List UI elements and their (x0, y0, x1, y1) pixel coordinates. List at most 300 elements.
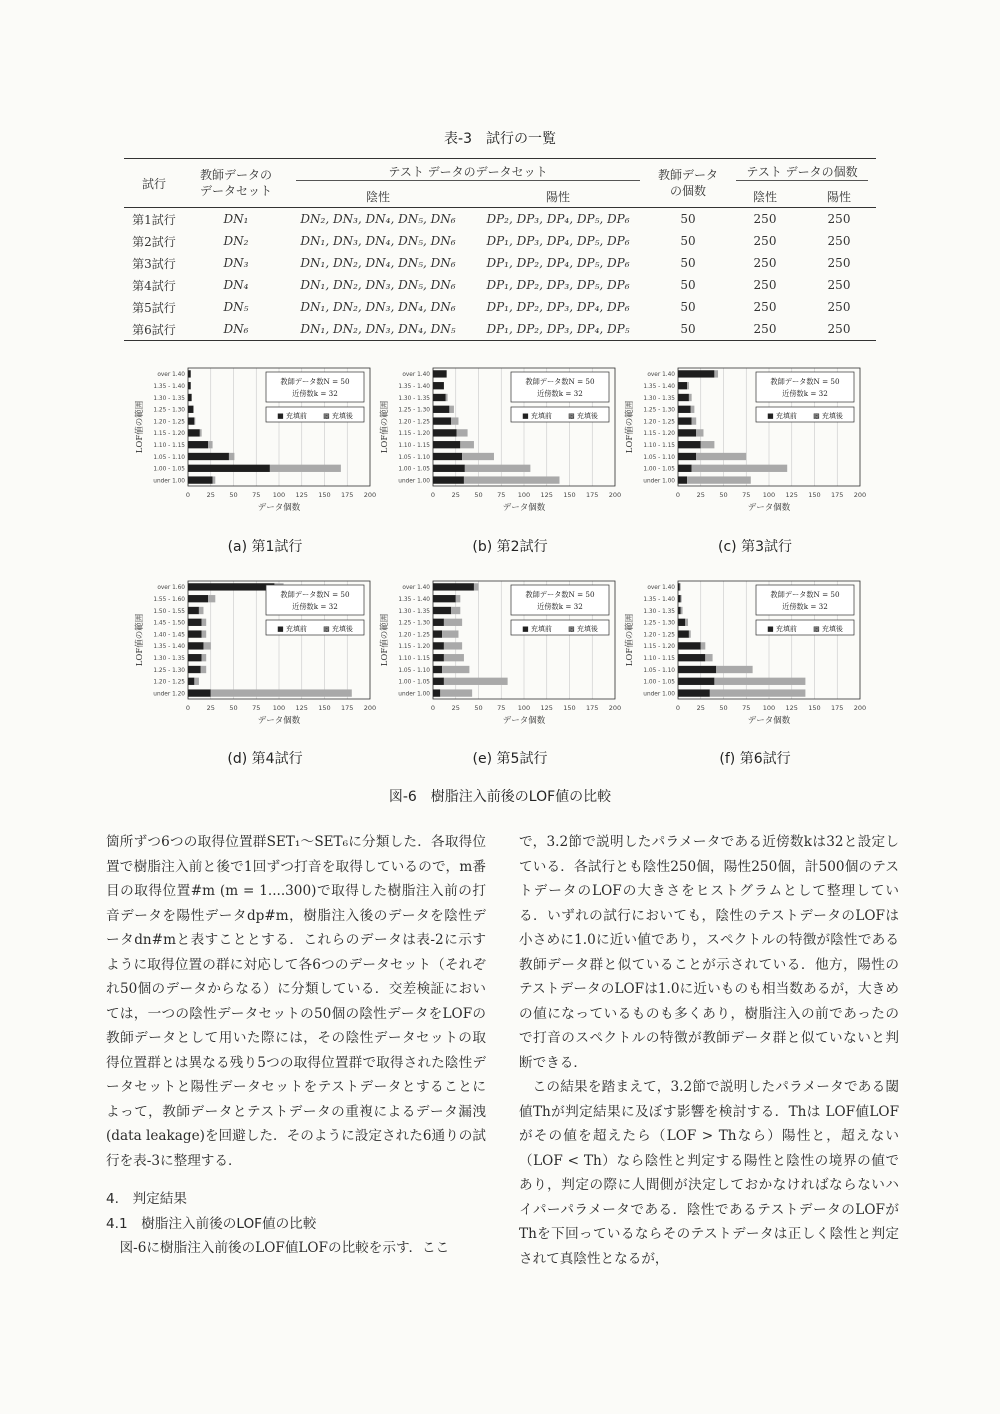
bar-after (229, 453, 234, 460)
th-pos-count: 陽性 (826, 189, 851, 204)
x-tick-label: 125 (295, 491, 308, 499)
legend-before: ■ 充填前 (522, 625, 552, 633)
x-tick-label: 0 (675, 704, 681, 712)
x-tick-label: 50 (229, 491, 238, 499)
subcaption-a: (a) 第1試行 (227, 539, 303, 555)
y-tick-label: 1.05 - 1.10 (643, 454, 675, 461)
th-trial: 試行 (124, 159, 184, 208)
bar-before (678, 607, 681, 614)
y-tick-label: 1.05 - 1.10 (643, 667, 675, 674)
y-tick-label: over 1.40 (402, 372, 430, 379)
bar-after (444, 619, 462, 626)
bar-after (213, 476, 216, 483)
x-tick-label: 25 (451, 491, 460, 499)
bar-after (681, 607, 683, 614)
cell-pos-count: 250 (827, 300, 851, 314)
bar-after (456, 595, 461, 602)
y-tick-label: 1.00 - 1.05 (153, 466, 185, 473)
cell-neg-count: 250 (753, 212, 777, 226)
x-tick-label: 0 (185, 704, 191, 712)
right-paragraph-2: この結果を踏まえて，3.2節で説明したパラメータである閾値Thが判定結果に及ぼす影響を検討する．Thは LOF値LOFがその値を超えたら（LOF > Thなら）陽性と，超えない（LOF < Th）なら陰性と判定する陽性と陰性の境界の値であり，判定の際に人間側が決定しておかなければならないハイパーパラメータである．陰性であるテストデータのLOFがThを下回っているならそのテストデータは正しく陰性と判定されて真陰性となるが， (519, 1079, 899, 1267)
bar-before (433, 678, 444, 685)
y-tick-label: 1.30 - 1.35 (153, 656, 185, 662)
legend-neighbors: 近傍数k = 32 (537, 602, 583, 611)
cell-pos-count: 250 (827, 256, 851, 270)
bar-before (433, 583, 474, 590)
bar-before (678, 441, 701, 448)
x-tick-label: 25 (451, 704, 460, 712)
cell-pos-set: DP₁, DP₃, DP₄, DP₅, DP₆ (486, 234, 630, 248)
bar-before (188, 441, 208, 448)
bar-after (457, 429, 468, 436)
bar-before (678, 689, 710, 696)
cell-trial: 第1試行 (132, 212, 176, 227)
bar-after (208, 441, 213, 448)
bar-after (194, 417, 195, 424)
legend-after: ▩ 充填後 (568, 412, 598, 420)
y-axis-label: LOF値の範囲 (625, 613, 635, 667)
y-tick-label: 1.10 - 1.15 (398, 656, 430, 662)
cell-teacher-count: 50 (680, 256, 696, 270)
x-tick-label: 175 (831, 491, 844, 499)
bar-before (433, 630, 442, 637)
y-tick-label: 1.30 - 1.35 (398, 608, 430, 615)
y-tick-label: 1.20 - 1.25 (398, 419, 430, 426)
legend-before: ■ 充填前 (522, 412, 552, 420)
y-axis-label: LOF値の範囲 (380, 613, 390, 667)
bar-before (433, 642, 444, 649)
y-tick-label: 1.25 - 1.30 (398, 407, 430, 414)
bar-before (433, 689, 440, 696)
x-tick-label: 75 (742, 704, 751, 712)
cell-teacher-count: 50 (680, 300, 696, 314)
y-tick-label: 1.35 - 1.40 (398, 597, 430, 603)
y-tick-label: 1.05 - 1.10 (153, 454, 185, 461)
x-tick-label: 125 (540, 704, 553, 712)
cell-pos-count: 250 (827, 278, 851, 292)
bar-before (188, 370, 191, 377)
cell-pos-count: 250 (827, 234, 851, 248)
cell-neg-set: DN₁, DN₃, DN₄, DN₅, DN₆ (300, 234, 456, 248)
x-tick-label: 50 (719, 491, 728, 499)
cell-neg-count: 250 (753, 322, 777, 336)
bar-before (433, 429, 457, 436)
x-tick-label: 125 (785, 704, 798, 712)
bar-before (188, 382, 191, 389)
legend-neighbors: 近傍数k = 32 (537, 389, 583, 398)
legend-before: ■ 充填前 (277, 625, 307, 633)
cell-trial: 第3試行 (132, 256, 176, 271)
bar-before (188, 607, 199, 614)
bar-after (701, 441, 715, 448)
bar-before (678, 429, 696, 436)
y-tick-label: 1.25 - 1.30 (398, 620, 430, 627)
legend-neighbors: 近傍数k = 32 (782, 389, 828, 398)
y-axis-label: LOF値の範囲 (135, 613, 145, 667)
x-tick-label: 175 (586, 491, 599, 499)
y-tick-label: over 1.40 (402, 585, 430, 592)
bar-after (701, 642, 706, 649)
th-test-set-label: テスト データのデータセット (296, 163, 640, 181)
bar-after (451, 607, 460, 614)
bar-after (444, 654, 464, 661)
bar-after (687, 382, 689, 389)
legend-teacher-count: 教師データ数N = 50 (280, 377, 350, 386)
x-tick-label: 75 (742, 491, 751, 499)
legend-teacher-count: 教師データ数N = 50 (280, 590, 350, 599)
cell-trial: 第2試行 (132, 234, 176, 249)
bar-after (685, 619, 688, 626)
bar-before (678, 619, 685, 626)
x-axis-label: データ個数 (502, 503, 546, 513)
bar-before (433, 453, 462, 460)
bar-after (696, 429, 703, 436)
cell-teacher: DN₄ (223, 278, 249, 292)
bar-after (464, 476, 560, 483)
bar-after (442, 630, 458, 637)
bar-before (678, 654, 705, 661)
x-tick-label: 100 (272, 704, 286, 712)
bar-after (705, 654, 712, 661)
bar-before (188, 595, 208, 602)
legend-after: ▩ 充填後 (323, 412, 353, 420)
cell-teacher: DN₃ (223, 256, 249, 270)
left-paragraph: 箇所ずつ6つの取得位置群SET₁〜SET₆に分類した．各取得位置で樹脂注入前と後で1回ずつ打音を取得しているので，m番目の取得位置#m (m = 1....300)で取得した樹脂注入前の打音データを陽性データdp#m，樹脂注入後のデータを陰性データdn#mと表すこととする．これらのデータは表-2に示すように取得位置の群に対応して各6つのデータセット（それぞれ50個のデータからなる）に分類している．交差検証においては，一つの陰性データセットの50個の陰性データをLOFの教師データとして用いた際には，その陰性データセットの取得位置群とは異なる残り5つの取得位置群で取得された陰性データセットと陽性データセットをテストデータとすることによって，教師データとテストデータの重複によるデータ漏洩(data leakage)を回避した．そのように設定された6通りの試行を表-3に整理する． (106, 834, 486, 1169)
x-tick-label: 175 (831, 704, 844, 712)
chart-trial-6 (620, 575, 870, 740)
bar-before (678, 370, 714, 377)
cell-neg-set: DN₁, DN₂, DN₃, DN₄, DN₅ (300, 322, 456, 336)
chart-trial-2 (375, 362, 625, 527)
bar-after (710, 689, 806, 696)
bar-before (433, 417, 451, 424)
th-teacher-set (184, 159, 288, 208)
bar-after (687, 476, 751, 483)
y-tick-label: 1.10 - 1.15 (643, 443, 675, 449)
bar-before (188, 642, 203, 649)
x-tick-label: 50 (229, 704, 238, 712)
y-tick-label: 1.25 - 1.30 (643, 407, 675, 414)
x-tick-label: 25 (206, 491, 215, 499)
bar-before (188, 476, 213, 483)
chart-trial-5 (375, 575, 625, 740)
bar-before (433, 619, 444, 626)
left-column (106, 830, 486, 1261)
x-tick-label: 125 (295, 704, 308, 712)
bar-before (188, 453, 229, 460)
chart-trial-3 (620, 362, 870, 527)
x-tick-label: 100 (517, 704, 531, 712)
y-tick-label: 1.40 - 1.45 (153, 632, 185, 639)
bar-before (188, 666, 201, 673)
bar-before (678, 382, 687, 389)
y-tick-label: 1.00 - 1.05 (398, 679, 430, 686)
y-tick-label: 1.05 - 1.10 (398, 667, 430, 674)
bar-before (433, 465, 465, 472)
y-tick-label: 1.35 - 1.40 (643, 384, 675, 390)
th-test-count-label: テスト データの個数 (736, 163, 868, 181)
x-axis-label: データ個数 (747, 503, 791, 513)
y-tick-label: 1.20 - 1.25 (153, 679, 185, 686)
cell-pos-set: DP₁, DP₂, DP₃, DP₅, DP₆ (486, 278, 630, 292)
y-tick-label: 1.15 - 1.20 (643, 644, 675, 651)
bar-before (433, 476, 464, 483)
x-tick-label: 75 (252, 491, 261, 499)
x-tick-label: 50 (719, 704, 728, 712)
subsection-heading: 4.1 樹脂注入前後のLOF値の比較 (106, 1215, 317, 1232)
x-tick-label: 200 (853, 704, 867, 712)
y-tick-label: 1.35 - 1.40 (153, 644, 185, 651)
cell-neg-count: 250 (753, 278, 777, 292)
x-tick-label: 200 (363, 491, 377, 499)
right-paragraph-1: で，3.2節で説明したパラメータである近傍数kは32と設定している．各試行とも陰性250個，陽性250個，計500個のテストデータのLOFの大きさをヒストグラムとして整理している．いずれの試行においても，陰性のテストデータのLOFは小さめに1.0に近い値であり，スペクトルの特徴が陰性である教師データ群と似ていることが示されている．他方，陽性のテストデータのLOFは1.0に近いものも相当数あるが，大きめの値になっているものも多くあり，樹脂注入の前であったので打音のスペクトルの特徴が教師データ群と似ていないと判断できる． (519, 834, 899, 1071)
x-tick-label: 50 (474, 491, 483, 499)
cell-pos-set: DP₁, DP₂, DP₄, DP₅, DP₆ (486, 256, 630, 270)
cell-teacher: DN₅ (223, 300, 249, 314)
bar-after (689, 394, 692, 401)
y-axis-label: LOF値の範囲 (380, 400, 390, 454)
y-tick-label: 1.25 - 1.30 (153, 407, 185, 414)
x-tick-label: 150 (808, 491, 821, 499)
x-tick-label: 200 (363, 704, 377, 712)
chart-trial-4 (130, 575, 380, 740)
th-teacher-set-line2: データセット (199, 184, 272, 198)
bar-after (444, 678, 508, 685)
section-heading: 4. 判定結果 (106, 1191, 187, 1207)
bar-after (714, 370, 718, 377)
cell-teacher-count: 50 (680, 234, 696, 248)
bar-before (678, 476, 687, 483)
cell-trial: 第6試行 (132, 322, 176, 337)
bar-before (188, 583, 274, 590)
right-column (519, 830, 899, 1271)
th-neg: 陰性 (365, 189, 390, 204)
y-tick-label: 1.00 - 1.05 (643, 679, 675, 686)
figure-caption: 図-6 樹脂注入前後のLOF値の比較 (388, 789, 612, 805)
bar-after (199, 607, 204, 614)
y-tick-label: under 1.00 (643, 478, 675, 485)
x-tick-label: 150 (318, 704, 331, 712)
cell-pos-set: DP₂, DP₃, DP₄, DP₅, DP₆ (486, 212, 630, 226)
x-tick-label: 75 (497, 704, 506, 712)
y-tick-label: under 1.00 (643, 691, 675, 698)
y-tick-label: 1.00 - 1.05 (398, 466, 430, 473)
bar-after (465, 465, 531, 472)
bar-before (433, 607, 451, 614)
y-tick-label: 1.20 - 1.25 (398, 632, 430, 639)
th-teacher-count-line2: の個数 (669, 184, 706, 198)
y-tick-label: 1.30 - 1.35 (153, 395, 185, 402)
bar-before (188, 406, 193, 413)
y-tick-label: 1.45 - 1.50 (153, 620, 185, 627)
cell-neg-count: 250 (753, 300, 777, 314)
th-teacher-count-line1: 教師データ (657, 168, 718, 182)
bar-before (433, 654, 444, 661)
x-axis-label: データ個数 (747, 716, 791, 726)
cell-pos-set: DP₁, DP₂, DP₃, DP₄, DP₅ (486, 322, 630, 336)
bar-after (716, 666, 752, 673)
x-tick-label: 100 (517, 491, 531, 499)
bar-before (433, 382, 444, 389)
bar-after (451, 417, 458, 424)
bar-before (678, 583, 680, 590)
cell-pos-count: 250 (827, 212, 851, 226)
cell-neg-set: DN₁, DN₂, DN₃, DN₄, DN₆ (300, 300, 456, 314)
x-tick-label: 150 (808, 704, 821, 712)
y-tick-label: 1.55 - 1.60 (153, 597, 185, 603)
y-tick-label: 1.10 - 1.15 (153, 443, 185, 449)
table-row (124, 274, 876, 296)
bar-before (188, 394, 192, 401)
cell-teacher-count: 50 (680, 212, 696, 226)
subcaption-c: (c) 第3試行 (718, 539, 792, 555)
bar-after (270, 465, 341, 472)
bar-after (692, 465, 788, 472)
x-tick-label: 75 (252, 704, 261, 712)
bar-before (188, 654, 202, 661)
y-tick-label: 1.20 - 1.25 (643, 632, 675, 639)
bar-after (449, 406, 454, 413)
legend-neighbors: 近傍数k = 32 (292, 389, 338, 398)
bar-after (194, 678, 199, 685)
x-tick-label: 100 (272, 491, 286, 499)
table-caption: 表-3 試行の一覧 (444, 131, 556, 147)
y-tick-label: 1.25 - 1.30 (643, 620, 675, 627)
cell-neg-count: 250 (753, 256, 777, 270)
y-axis-label: LOF値の範囲 (625, 400, 635, 454)
bar-after (696, 453, 746, 460)
y-tick-label: 1.35 - 1.40 (398, 384, 430, 390)
x-tick-label: 125 (785, 491, 798, 499)
th-pos: 陽性 (545, 189, 570, 204)
bar-after (202, 630, 207, 637)
x-tick-label: 125 (540, 491, 553, 499)
y-tick-label: 1.35 - 1.40 (153, 384, 185, 390)
bar-after (202, 619, 207, 626)
y-tick-label: 1.30 - 1.35 (398, 395, 430, 402)
bar-before (433, 406, 449, 413)
bar-before (678, 453, 696, 460)
bar-after (440, 689, 472, 696)
x-tick-label: 75 (497, 491, 506, 499)
y-tick-label: over 1.40 (647, 372, 675, 379)
bar-before (433, 370, 447, 377)
subcaption-f: (f) 第6試行 (719, 751, 791, 767)
bar-after (680, 583, 681, 590)
bar-before (188, 417, 194, 424)
x-tick-label: 0 (430, 704, 436, 712)
y-tick-label: over 1.60 (157, 585, 185, 592)
th-teacher-count (648, 159, 728, 208)
x-tick-label: 175 (341, 491, 354, 499)
x-tick-label: 200 (608, 704, 622, 712)
cell-neg-count: 250 (753, 234, 777, 248)
y-axis-label: LOF値の範囲 (135, 400, 145, 454)
table-row (124, 296, 876, 318)
bar-before (188, 630, 202, 637)
bar-after (692, 417, 697, 424)
subcaption-d: (d) 第4試行 (227, 751, 303, 767)
legend-neighbors: 近傍数k = 32 (782, 602, 828, 611)
th-neg-count: 陰性 (752, 189, 777, 204)
y-tick-label: under 1.00 (398, 478, 430, 485)
legend-before: ■ 充填前 (277, 412, 307, 420)
y-tick-label: under 1.20 (153, 691, 185, 698)
subcaption-e: (e) 第5試行 (472, 751, 548, 767)
y-tick-label: under 1.00 (153, 478, 185, 485)
y-tick-label: under 1.00 (398, 691, 430, 698)
left-paragraph-2: 図-6に樹脂注入前後のLOF値LOFの比較を示す．ここ (119, 1240, 450, 1256)
cell-neg-set: DN₂, DN₃, DN₄, DN₅, DN₆ (300, 212, 456, 226)
th-test-set (288, 159, 648, 186)
bar-before (678, 465, 692, 472)
y-tick-label: 1.15 - 1.20 (398, 431, 430, 438)
bar-after (201, 666, 206, 673)
legend-after: ▩ 充填後 (568, 625, 598, 633)
bar-before (433, 666, 442, 673)
x-tick-label: 200 (853, 491, 867, 499)
bar-before (188, 465, 270, 472)
bar-before (188, 429, 200, 436)
x-tick-label: 150 (563, 491, 576, 499)
x-tick-label: 25 (206, 704, 215, 712)
bar-after (462, 453, 494, 460)
bar-before (678, 666, 716, 673)
bar-after (681, 595, 682, 602)
x-tick-label: 0 (185, 491, 191, 499)
th-teacher-set-line1: 教師データの (199, 168, 272, 182)
x-tick-label: 50 (474, 704, 483, 712)
legend-after: ▩ 充填後 (813, 625, 843, 633)
cell-neg-set: DN₁, DN₂, DN₃, DN₅, DN₆ (300, 278, 456, 292)
x-tick-label: 0 (430, 491, 436, 499)
y-tick-label: 1.35 - 1.40 (643, 597, 675, 603)
cell-pos-count: 250 (827, 322, 851, 336)
y-tick-label: 1.15 - 1.20 (153, 431, 185, 438)
y-tick-label: 1.00 - 1.05 (643, 466, 675, 473)
bar-after (714, 678, 805, 685)
bar-before (678, 678, 714, 685)
cell-teacher: DN₁ (223, 212, 249, 226)
y-tick-label: 1.10 - 1.15 (643, 656, 675, 662)
bar-after (442, 666, 469, 673)
table-row (124, 252, 876, 274)
x-tick-label: 100 (762, 704, 776, 712)
bar-before (433, 595, 456, 602)
cell-teacher: DN₂ (223, 234, 249, 248)
bar-before (188, 678, 194, 685)
x-tick-label: 100 (762, 491, 776, 499)
x-tick-label: 175 (341, 704, 354, 712)
x-tick-label: 25 (696, 491, 705, 499)
cell-pos-set: DP₁, DP₂, DP₃, DP₄, DP₆ (486, 300, 630, 314)
legend-after: ▩ 充填後 (323, 625, 353, 633)
table-row (124, 208, 876, 231)
cell-teacher: DN₆ (223, 322, 249, 336)
bar-before (678, 595, 681, 602)
subcaption-b: (b) 第2試行 (472, 539, 548, 555)
legend-neighbors: 近傍数k = 32 (292, 602, 338, 611)
chart-trial-1 (130, 362, 380, 527)
y-tick-label: 1.30 - 1.35 (643, 395, 675, 402)
bar-before (188, 619, 202, 626)
legend-after: ▩ 充填後 (813, 412, 843, 420)
bar-after (689, 630, 691, 637)
x-tick-label: 25 (696, 704, 705, 712)
y-tick-label: over 1.40 (647, 585, 675, 592)
bar-before (678, 630, 689, 637)
bar-after (474, 583, 479, 590)
